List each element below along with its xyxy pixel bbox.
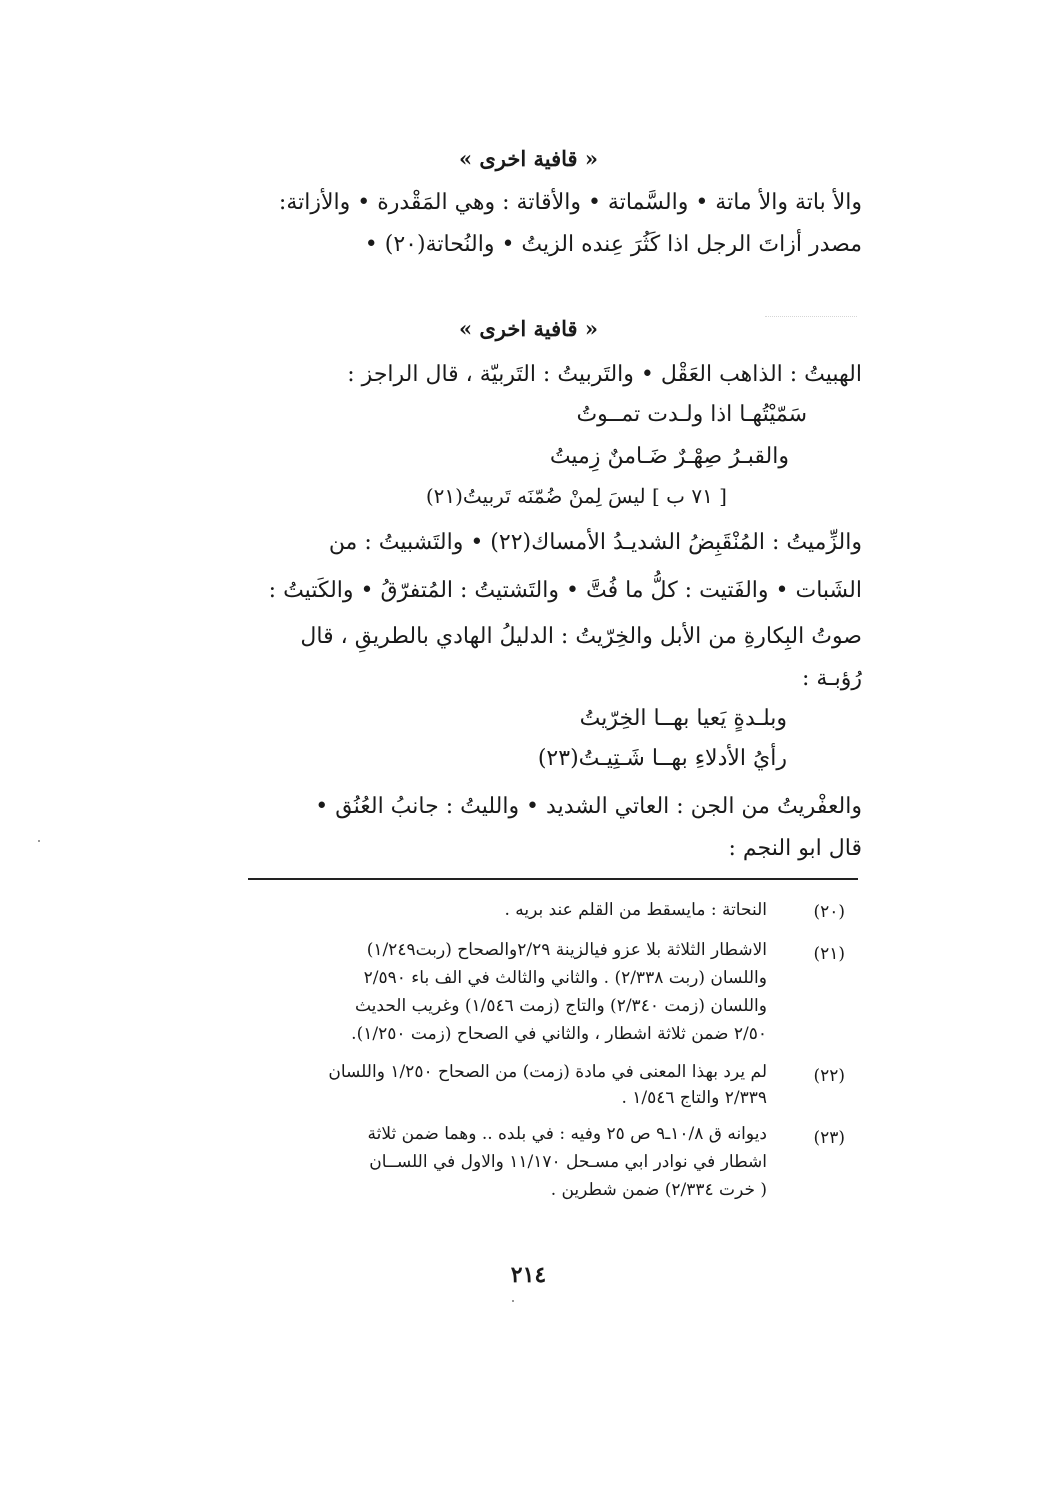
footnote-number: (٢١) [813,944,845,964]
verse-line: وبلـدةٍ يَعيا بهــا الخِرّيتُ [579,706,787,731]
section-heading: « قافية اخرى » [458,316,599,341]
body-line: والزِّميتُ : المُنْقَبِضُ الشديـدُ الأمساك(٢٢) • والتَشبيتُ : من [328,530,862,555]
footnote-text: اشطار في نوادر ابي مسـحل ١١/١٧٠ والاول في اللســان [369,1152,767,1172]
body-line: رُؤبـة : [801,666,862,691]
footnote-divider [248,878,858,880]
body-line: مصدر أزاتَ الرجل اذا كَثُرَ عِنده الزيتُ • والنُحاتة(٢٠) • [364,232,862,257]
footnote-text: واللسان (زمت ٢/٣٤٠) والتاج (زمت ١/٥٤٦) وغريب الحديث [354,996,767,1016]
scan-speck [512,1300,514,1302]
footnote-text: واللسان (ربت ٢/٣٣٨) . والثاني والثالث في الف باء ٢/٥٩٠ [363,968,767,988]
body-line: والعفْريتُ من الجن : العاتي الشديد • والليتُ : جانبُ العُنُق • [315,794,862,819]
verse-line: والقبـرُ صِهْـرٌ ضَـامنٌ زِميتُ [549,444,789,469]
verse-line: سَمّيْتُهـا اذا ولـدت تمــوتُ [576,402,807,427]
body-line: صوتُ البِكارةِ من الأبل والخِرّيتُ : الدليلُ الهادي بالطريقِ ، قال [300,624,862,649]
body-line: قال ابو النجم : [728,836,862,861]
ink-smudge [765,300,857,317]
footnote-text: ( خرت ٢/٣٣٤) ضمن شطرين . [550,1180,767,1200]
footnote-text: ٢/٥٠ ضمن ثلاثة اشطار ، والثاني في الصحاح (زمت ١/٢٥٠). [351,1024,767,1044]
body-line: والأ باتة والأ ماتة • والسَّماتة • والأقاتة : وهي المَقْدرة • والأزاتة: [278,190,862,215]
footnote-number: (٢٣) [813,1128,845,1148]
footnote-number: (٢٠) [813,902,845,922]
section-heading: « قافية اخرى » [458,146,599,171]
footnote-text: الاشطار الثلاثة بلا عزو فيالزينة ٢/٢٩والصحاح (ربت١/٢٤٩) [366,940,767,960]
body-line: الشَبات • والفَتيت : كلُّ ما فُتَّ • والتَشتيتُ : المُتفرّقُ • والكَتيتُ : [268,578,862,603]
verse-line: رأيُ الأدلاءِ بهــا شَـتِيـتُ(٢٣) [537,746,787,771]
footnote-number: (٢٢) [813,1066,845,1086]
verse-line: [ ٧١ ب ] ليسَ لِمنْ ضُمّنَه تَربيتُ(٢١) [425,484,727,508]
body-line: الهبيتُ : الذاهب العَقْل • والتَربيتُ : التَربيّة ، قال الراجز : [347,362,862,387]
scan-speck [38,840,40,842]
footnote-text: لم يرد بهذا المعنى في مادة (زمت) من الصحاح ١/٢٥٠ واللسان [328,1062,767,1082]
page-number: ٢١٤ [510,1262,547,1288]
footnote-text: ديوانه ق ١٠/٨ـ٩ ص ٢٥ وفيه : في بلده .. وهما ضمن ثلاثة [367,1124,767,1144]
footnote-text: النحاتة : مايسقط من القلم عند بريه . [504,900,767,920]
footnote-text: ٢/٣٣٩ والتاج ١/٥٤٦ . [621,1088,767,1108]
